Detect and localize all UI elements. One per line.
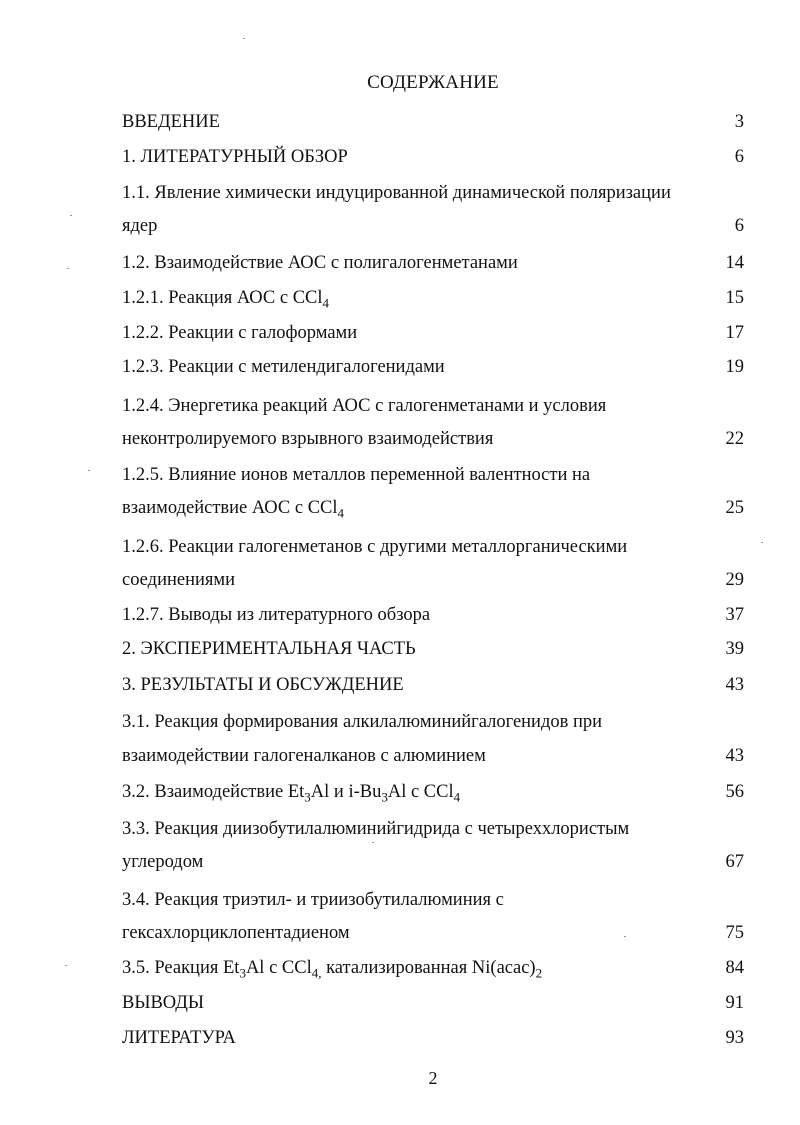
toc-entry-text: гексахлорциклопентадиеном bbox=[122, 923, 350, 943]
toc-entry-page: 14 bbox=[725, 253, 744, 273]
toc-entry-page: 15 bbox=[725, 288, 744, 308]
toc-entry-text: ЛИТЕРАТУРА bbox=[122, 1028, 236, 1048]
scan-speck bbox=[372, 842, 374, 843]
toc-entry-page: 84 bbox=[725, 958, 744, 978]
toc-entry-text: взаимодействии галогеналканов с алюминием bbox=[122, 746, 486, 766]
toc-title: СОДЕРЖАНИЕ bbox=[367, 72, 499, 93]
toc-entry-page: 17 bbox=[725, 323, 744, 343]
toc-entry-text: 1.2.7. Выводы из литературного обзора bbox=[122, 605, 431, 625]
toc-entry-page: 22 bbox=[725, 429, 744, 449]
toc-entry-page: 3 bbox=[734, 112, 744, 132]
toc-entry-text: 1. ЛИТЕРАТУРНЫЙ ОБЗОР bbox=[122, 147, 348, 167]
toc-entry-text: 1.2.2. Реакции с галоформами bbox=[122, 323, 358, 343]
toc-entry-text: соединениями bbox=[122, 570, 235, 590]
toc-entry-page: 56 bbox=[725, 782, 744, 802]
toc-entry-text: 1.2. Взаимодействие АОС с полигалогенметанами bbox=[122, 253, 518, 273]
toc-entry-text: ВЫВОДЫ bbox=[122, 993, 205, 1013]
scan-speck bbox=[88, 470, 90, 471]
toc-entry-text: 3.2. Взаимодействие $Et_3Al$ и $i-Bu_3Al$ с CCl$_4$ bbox=[122, 782, 461, 805]
toc-entry-page: 91 bbox=[725, 993, 744, 1013]
scan-speck bbox=[67, 268, 69, 269]
toc-entry-page: 39 bbox=[725, 639, 744, 659]
toc-entry-page: 43 bbox=[725, 675, 744, 695]
toc-entry-page: 43 bbox=[725, 746, 744, 766]
toc-entry-text: 1.2.1. Реакция АОС с CCl$_4$ bbox=[122, 288, 330, 311]
page-number: 2 bbox=[428, 1068, 438, 1088]
toc-entry-text: 2. ЭКСПЕРИМЕНТАЛЬНАЯ ЧАСТЬ bbox=[122, 639, 416, 659]
toc-entry-page: 93 bbox=[725, 1028, 744, 1048]
toc-entry-text: ядер bbox=[122, 216, 158, 236]
scan-speck bbox=[65, 965, 67, 966]
toc-entry-page: 25 bbox=[725, 498, 744, 518]
scan-speck bbox=[243, 38, 245, 39]
toc-entry-text: 3. РЕЗУЛЬТАТЫ И ОБСУЖДЕНИЕ bbox=[122, 675, 404, 695]
toc-entry-text: 1.2.4. Энергетика реакций АОС с галогенметанами и условия bbox=[122, 396, 607, 416]
toc-entry-text: 1.2.3. Реакции с метилендигалогенидами bbox=[122, 357, 445, 377]
toc-entry-page: 37 bbox=[725, 605, 744, 625]
toc-entry-page: 75 bbox=[725, 923, 744, 943]
toc-entry-page: 67 bbox=[725, 852, 744, 872]
toc-entry-page: 6 bbox=[734, 147, 744, 167]
toc-entry-text: 3.3. Реакция диизобутилалюминийгидрида с четыреххлористым bbox=[122, 819, 630, 839]
toc-entry-text: 1.2.6. Реакции галогенметанов с другими металлорганическими bbox=[122, 537, 628, 557]
scan-speck bbox=[624, 936, 626, 937]
toc-entry-page: 6 bbox=[734, 216, 744, 236]
toc-entry-text: 3.1. Реакция формирования алкилалюминийгалогенидов при bbox=[122, 712, 603, 732]
toc-entry-text: 1.1. Явление химически индуцированной динамической поляризации bbox=[122, 183, 671, 203]
scan-speck bbox=[761, 542, 763, 543]
toc-entry-text: 3.5. Реакция $Et_3Al$ с CCl$_{4,}$ катализированная $Ni(acac)_2$ bbox=[122, 958, 543, 981]
toc-entry-text: 1.2.5. Влияние ионов металлов переменной валентности на bbox=[122, 465, 591, 485]
toc-entry-text: 3.4. Реакция триэтил- и триизобутилалюминия с bbox=[122, 890, 504, 910]
toc-entry-text: взаимодействие АОС с CCl$_4$ bbox=[122, 498, 345, 521]
toc-entry-text: ВВЕДЕНИЕ bbox=[122, 112, 220, 132]
toc-entry-page: 19 bbox=[725, 357, 744, 377]
scan-speck bbox=[70, 215, 72, 216]
toc-entry-text: неконтролируемого взрывного взаимодействия bbox=[122, 429, 494, 449]
toc-entry-page: 29 bbox=[725, 570, 744, 590]
toc-entry-text: углеродом bbox=[122, 852, 204, 872]
